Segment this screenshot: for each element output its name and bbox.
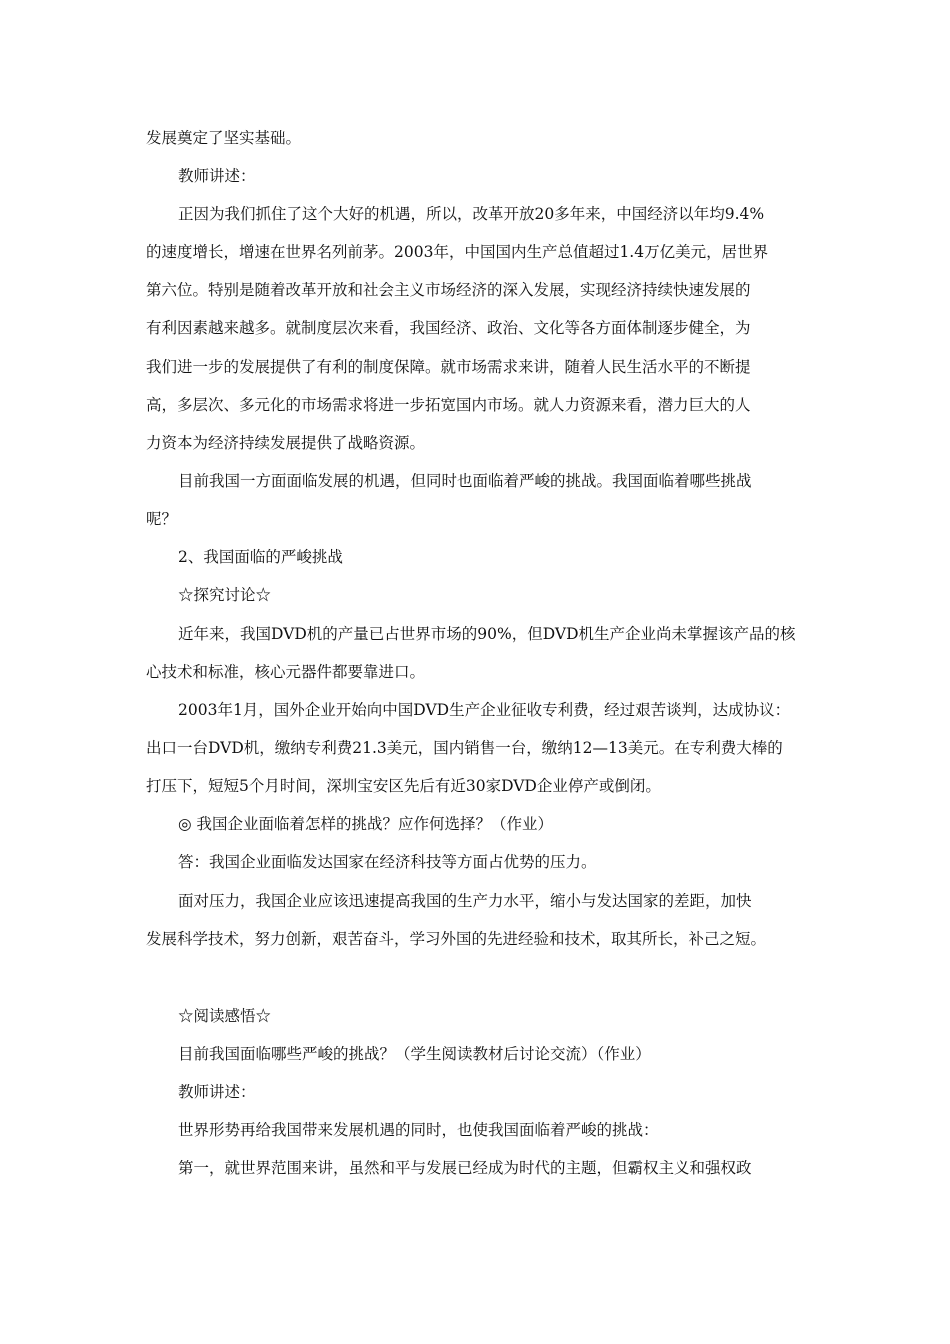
section-heading: 2、我国面临的严峻挑战 (178, 548, 343, 566)
text-line: 的速度增长，增速在世界名列前茅。2003年，中国国内生产总值超过1.4万亿美元，居世界 (146, 243, 769, 261)
text-line: 高，多层次、多元化的市场需求将进一步拓宽国内市场。就人力资源来看，潜力巨大的人 (146, 396, 751, 414)
text-line: 世界形势再给我国带来发展机遇的同时，也使我国面临着严峻的挑战： (178, 1121, 659, 1139)
text-line: 发展科学技术，努力创新，艰苦奋斗，学习外国的先进经验和技术，取其所长，补己之短。 (146, 930, 767, 948)
text-line: 打压下，短短5个月时间，深圳宝安区先后有近30家DVD企业停产或倒闭。 (146, 777, 661, 795)
question-line: 目前我国面临哪些严峻的挑战？（学生阅读教材后讨论交流）（作业） (178, 1045, 651, 1063)
text-line: 呢？ (146, 510, 178, 528)
answer-line: 答：我国企业面临发达国家在经济科技等方面占优势的压力。 (178, 853, 597, 871)
text-line: 发展奠定了坚实基础。 (146, 129, 302, 147)
text-line: 教师讲述： (178, 1083, 256, 1101)
text-line: 出口一台DVD机，缴纳专利费21.3美元，国内销售一台，缴纳12—13美元。在专利费大棒的 (146, 739, 783, 757)
text-line: 第六位。特别是随着改革开放和社会主义市场经济的深入发展，实现经济持续快速发展的 (146, 281, 751, 299)
text-line: 教师讲述： (178, 167, 256, 185)
text-line: 有利因素越来越多。就制度层次来看，我国经济、政治、文化等各方面体制逐步健全，为 (146, 319, 751, 337)
subsection-heading: ☆阅读感悟☆ (178, 1007, 272, 1025)
text-line: 心技术和标准，核心元器件都要靠进口。 (146, 663, 426, 681)
subsection-heading: ☆探究讨论☆ (178, 586, 272, 604)
text-line: 第一，就世界范围来讲，虽然和平与发展已经成为时代的主题，但霸权主义和强权政 (178, 1159, 752, 1177)
text-line: 我们进一步的发展提供了有利的制度保障。就市场需求来讲，随着人民生活水平的不断提 (146, 358, 751, 376)
text-line: 面对压力，我国企业应该迅速提高我国的生产力水平，缩小与发达国家的差距，加快 (178, 892, 752, 910)
text-line: 力资本为经济持续发展提供了战略资源。 (146, 434, 426, 452)
text-line: 近年来，我国DVD机的产量已占世界市场的90%，但DVD机生产企业尚未掌握该产品的核 (178, 625, 796, 643)
question-line: ◎ 我国企业面临着怎样的挑战？应作何选择？（作业） (178, 815, 553, 833)
text-line: 正因为我们抓住了这个大好的机遇，所以，改革开放20多年来，中国经济以年均9.4% (178, 205, 765, 223)
text-line: 目前我国一方面面临发展的机遇，但同时也面临着严峻的挑战。我国面临着哪些挑战 (178, 472, 752, 490)
text-line: 2003年1月，国外企业开始向中国DVD生产企业征收专利费，经过艰苦谈判，达成协议： (178, 701, 791, 719)
